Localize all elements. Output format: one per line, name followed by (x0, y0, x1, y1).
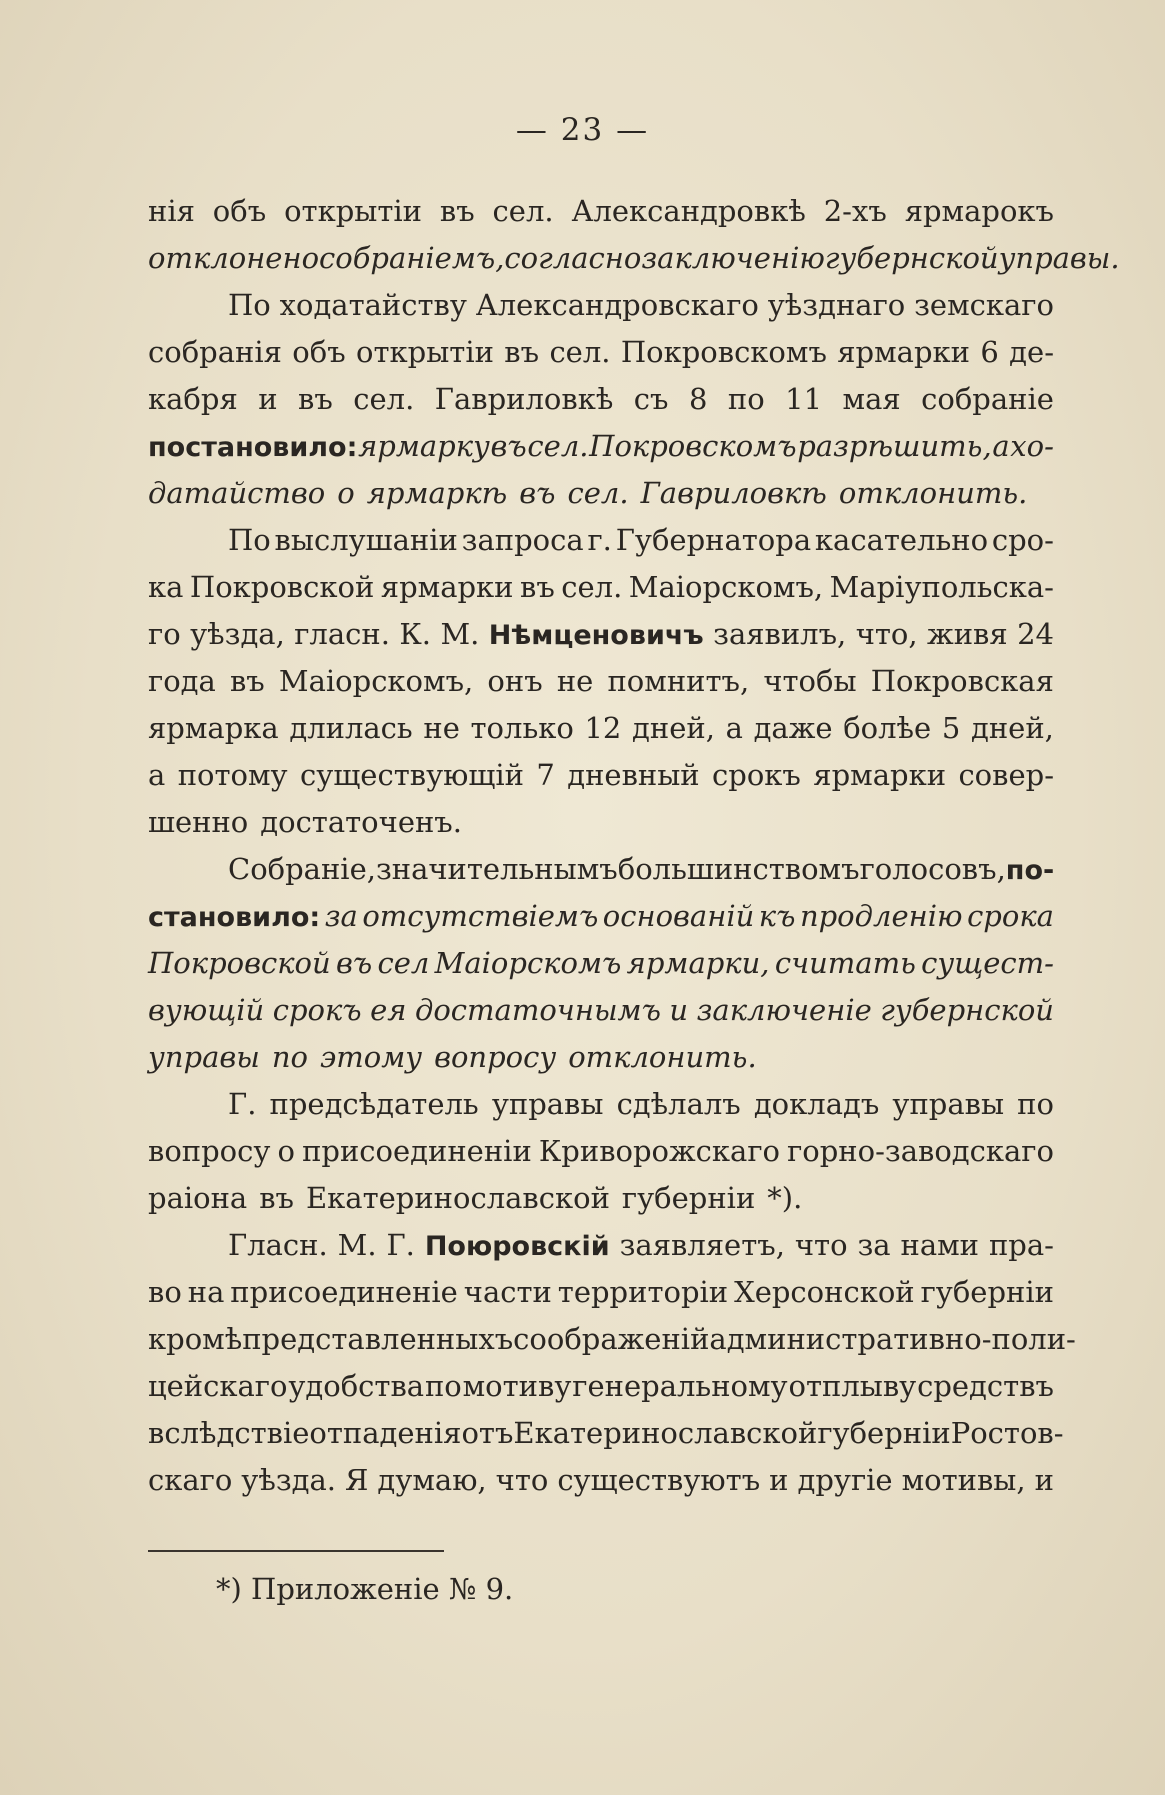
word: и (258, 382, 278, 416)
text-line (148, 1322, 1076, 1369)
italic-word: сел. (527, 429, 589, 463)
word: дней, (632, 711, 715, 745)
word: Маіорскомъ, (278, 664, 474, 698)
text-line (148, 429, 1054, 476)
word: мотиву (462, 1369, 572, 1403)
word: По (228, 523, 271, 557)
text-line (148, 1369, 1054, 1416)
word: отплыву (788, 1369, 917, 1403)
word: существующій (300, 758, 524, 792)
word: по (424, 1369, 462, 1403)
word: ходатайству (279, 288, 467, 322)
word: сро- (991, 523, 1054, 557)
word: Маіорскомъ, (628, 570, 824, 604)
word: въ (520, 570, 555, 604)
word: въ (259, 1181, 294, 1215)
word: гласн. (294, 617, 390, 651)
italic-word: по (271, 1040, 308, 1074)
word: уѣзднаго (767, 288, 906, 322)
word: присоединеніи (302, 1134, 532, 1168)
word: открытіи (284, 194, 422, 228)
text-line (148, 1463, 1054, 1510)
text-line (148, 1181, 1054, 1228)
italic-word: губернской (824, 241, 999, 275)
word: По (228, 288, 271, 322)
word: Маріупольска- (829, 570, 1054, 604)
word: управы (892, 1087, 1005, 1121)
word: земскаго (914, 288, 1054, 322)
word: что (495, 1463, 549, 1497)
word: Екатеринославской (513, 1416, 818, 1450)
word: только (470, 711, 574, 745)
italic-word: о (337, 476, 355, 510)
text-line (148, 1040, 1054, 1087)
italic-word: Покровской (148, 946, 331, 980)
footnote: *) Приложеніе № 9. (216, 1572, 514, 1606)
text-line (148, 241, 1120, 288)
italic-word: Гавриловкѣ (640, 476, 827, 510)
word: длилась (289, 711, 413, 745)
word: касательно (814, 523, 989, 557)
word: ярмарки (380, 570, 514, 604)
text-line (148, 1416, 1064, 1463)
word: мая (842, 382, 901, 416)
italic-word: сел (377, 946, 430, 980)
word: болѣе (843, 711, 932, 745)
italic-word: собраніемъ, (319, 241, 505, 275)
italic-word: отклонить. (568, 1040, 757, 1074)
word: большинствомъ (617, 852, 860, 886)
word: уѣзда. (241, 1463, 337, 1497)
word: 11 (785, 382, 823, 416)
italic-word: этому (320, 1040, 423, 1074)
word: выслушаніи (274, 523, 458, 557)
word: съ (633, 382, 669, 416)
word: вслѣдствіе (148, 1416, 310, 1450)
italic-word: основаній (602, 899, 755, 933)
word: объ (292, 335, 346, 369)
word: Г. (228, 1087, 257, 1121)
italic-word: разрѣшить, (797, 429, 992, 463)
word: го (148, 617, 181, 651)
word: Собраніе, (228, 852, 376, 886)
word: 24 (1017, 617, 1054, 651)
footnote-rule (148, 1550, 444, 1552)
word: что (794, 1228, 848, 1262)
word: сел. (353, 382, 415, 416)
word: уѣзда, (190, 617, 285, 651)
italic-word: продленію (799, 899, 963, 933)
word: Губернатора (615, 523, 812, 557)
word: нія (148, 194, 195, 228)
word: значительнымъ (375, 852, 618, 886)
text-line (148, 993, 1054, 1040)
word: 5 (941, 711, 961, 745)
word: сдѣлалъ (616, 1087, 741, 1121)
italic-word: ея (370, 993, 407, 1027)
word: докладъ (753, 1087, 880, 1121)
word: помнитъ, (607, 664, 750, 698)
text-line (148, 946, 1054, 993)
word: не (556, 664, 594, 698)
text-line (148, 1134, 1054, 1181)
text-line (148, 288, 1054, 335)
text-line (148, 1228, 1054, 1275)
word: въ (504, 335, 540, 369)
italic-word: а (992, 429, 1010, 463)
word: во (148, 1275, 182, 1309)
italic-word: ярмарки, (626, 946, 770, 980)
word: на (187, 1275, 225, 1309)
word: г. (587, 523, 612, 557)
word: 2-хъ (823, 194, 887, 228)
spaced-word: по- (1005, 855, 1055, 886)
word: горно-заводскаго (787, 1134, 1054, 1168)
italic-word: ярмаркѣ (366, 476, 508, 510)
word: о (277, 1134, 295, 1168)
word: губерніи (920, 1275, 1054, 1309)
word: Покровская (870, 664, 1054, 698)
word: въ (229, 664, 265, 698)
word: ярмарка (148, 711, 279, 745)
word: *). (767, 1181, 803, 1215)
text-line (148, 1275, 1054, 1322)
italic-word: за (324, 899, 358, 933)
word: Гласн. (228, 1228, 328, 1262)
text-line (148, 570, 1054, 617)
text-line (148, 617, 1054, 664)
word: 12 (584, 711, 622, 745)
italic-word: управы (148, 1040, 260, 1074)
text-line (148, 664, 1054, 711)
italic-word: заключенію (641, 241, 825, 275)
italic-word: отсутствіемъ (362, 899, 599, 933)
word: представленныхъ (242, 1322, 514, 1356)
italic-word: Покровскомъ (589, 429, 797, 463)
word: Покровскомъ (620, 335, 827, 369)
word: губерніи (817, 1416, 951, 1450)
text-line (148, 382, 1054, 429)
page-number: — 23 — (515, 112, 650, 148)
word: не (423, 711, 460, 745)
spaced-word: Нѣмценовичъ (488, 620, 704, 651)
word: средствъ (917, 1369, 1054, 1403)
word: совер- (958, 758, 1054, 792)
word: удобства (288, 1369, 425, 1403)
italic-word: заключеніе (696, 993, 872, 1027)
text-line (148, 711, 1054, 758)
word: а (725, 711, 743, 745)
word: Г. (386, 1228, 415, 1262)
word: и (1034, 1463, 1054, 1497)
word: заявляетъ, (619, 1228, 785, 1262)
word: управы (491, 1087, 604, 1121)
word: даже (753, 711, 833, 745)
text-line (148, 1087, 1054, 1134)
word: сел. (492, 194, 554, 228)
text-line (148, 335, 1054, 382)
italic-word: управы. (998, 241, 1120, 275)
word: по (727, 382, 765, 416)
text-line (148, 805, 1054, 852)
word: Херсонской (734, 1275, 915, 1309)
word: срокъ (712, 758, 801, 792)
italic-word: и (669, 993, 689, 1027)
italic-word: достаточнымъ (414, 993, 661, 1027)
word: ярмарки (813, 758, 947, 792)
italic-word: хо- (1010, 429, 1054, 463)
text-line (148, 852, 1054, 899)
text-line (148, 523, 1054, 570)
word: генеральному (572, 1369, 788, 1403)
word: присоединеніе (230, 1275, 458, 1309)
word: запроса (461, 523, 584, 557)
word: отъ (461, 1416, 514, 1450)
word: М. (337, 1228, 377, 1262)
word: что, (855, 617, 918, 651)
word: думаю, (377, 1463, 487, 1497)
italic-word: сущест- (921, 946, 1054, 980)
italic-word: губернской (880, 993, 1054, 1027)
text-line (148, 899, 1054, 946)
word: цейскаго (148, 1369, 288, 1403)
word: де- (1009, 335, 1054, 369)
word: Ростов- (950, 1416, 1064, 1450)
word: административно-поли- (709, 1322, 1076, 1356)
word: голосовъ, (859, 852, 1006, 886)
italic-word: отклонено (148, 241, 320, 275)
word: нами (900, 1228, 980, 1262)
word: 7 (536, 758, 555, 792)
italic-word: отклонить. (838, 476, 1028, 510)
italic-word: къ (758, 899, 796, 933)
word: кабря (148, 382, 238, 416)
text-line (148, 476, 1054, 523)
word: сел. (549, 335, 611, 369)
italic-word: вопросу (434, 1040, 557, 1074)
italic-word: въ (519, 476, 556, 510)
word: шенно (148, 805, 249, 839)
spaced-word: Поюровскій (424, 1231, 610, 1262)
word: Покровской (189, 570, 375, 604)
word: достаточенъ. (260, 805, 462, 839)
italic-word: срока (967, 899, 1054, 933)
word: дневный (567, 758, 700, 792)
word: отпаденія (309, 1416, 462, 1450)
word: М. (440, 617, 480, 651)
word: Гавриловкѣ (434, 382, 614, 416)
word: предсѣдатель (269, 1087, 479, 1121)
word: года (148, 664, 216, 698)
italic-word: въ (490, 429, 527, 463)
word: другіе (797, 1463, 893, 1497)
word: Александровкѣ (571, 194, 806, 228)
italic-word: срокъ (272, 993, 362, 1027)
word: ярмарки (837, 335, 970, 369)
word: раіона (148, 1181, 248, 1215)
word: объ (212, 194, 267, 228)
italic-word: сел. (567, 476, 629, 510)
spaced-word: постановило: (148, 432, 358, 463)
word: сел. (561, 570, 623, 604)
italic-word: въ (335, 946, 373, 980)
word: дней, (970, 711, 1054, 745)
word: потому (177, 758, 288, 792)
word: 6 (980, 335, 999, 369)
word: губерніи (621, 1181, 756, 1215)
word: открытіи (356, 335, 494, 369)
word: Криворожскаго (538, 1134, 780, 1168)
italic-word: считать (774, 946, 916, 980)
word: соображеній (513, 1322, 710, 1356)
spaced-word: становило: (148, 902, 321, 933)
word: заявилъ, (713, 617, 847, 651)
word: чтобы (763, 664, 857, 698)
word: мотивы, (901, 1463, 1026, 1497)
word: территоріи (557, 1275, 729, 1309)
word: по (1017, 1087, 1054, 1121)
word: 8 (688, 382, 708, 416)
word: собранія (148, 335, 282, 369)
word: живя (927, 617, 1008, 651)
word: Екатеринославской (306, 1181, 610, 1215)
italic-word: согласно (504, 241, 642, 275)
word: части (463, 1275, 552, 1309)
word: пра- (988, 1228, 1054, 1262)
word: ка (148, 570, 184, 604)
word: существуютъ (557, 1463, 761, 1497)
word: онъ (487, 664, 543, 698)
word: собраніе (921, 382, 1054, 416)
word: кромѣ (148, 1322, 243, 1356)
word: и (769, 1463, 789, 1497)
italic-word: Маіорскомъ (434, 946, 622, 980)
word: а (148, 758, 166, 792)
italic-word: вующій (148, 993, 265, 1027)
italic-word: датайство (148, 476, 326, 510)
body-text (148, 194, 1120, 1510)
word: скаго (148, 1463, 233, 1497)
word: К. (399, 617, 432, 651)
word: Александровскаго (475, 288, 759, 322)
word: въ (439, 194, 475, 228)
word: за (857, 1228, 891, 1262)
word: Я (345, 1463, 369, 1497)
italic-word: ярмарку (358, 429, 490, 463)
word: вопросу (148, 1134, 271, 1168)
word: ярмарокъ (904, 194, 1054, 228)
text-line (148, 758, 1054, 805)
text-line (148, 194, 1054, 241)
word: въ (298, 382, 333, 416)
